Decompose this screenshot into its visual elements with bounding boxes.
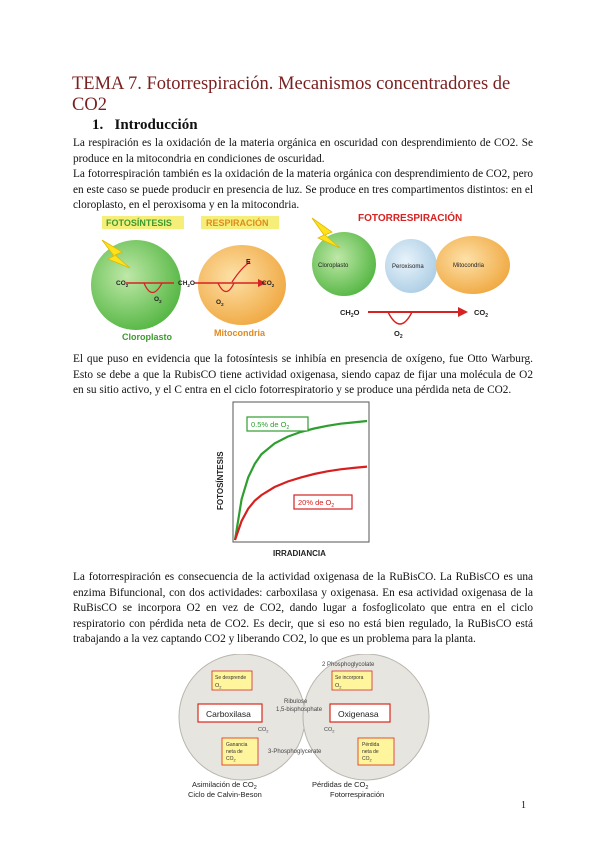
fig2-label-peroxisoma: Peroxisoma — [392, 264, 424, 270]
fig2-label-ch2o: $CH_2O$ — [340, 308, 360, 319]
paragraph-fotorrespiracion: La fotorrespiración también es la oxidación de la materia orgánica con desprendimiento de CO2, pero en este caso se puede producir en presencia de luz. Se produce en tres compartimentos distintos: en el cloroplasto, en el peroxisoma y en la mitocondria. — [73, 168, 533, 212]
figure-photorespiration — [310, 208, 520, 343]
rubisco-paragraph: La fotorrespiración es consecuencia de la actividad oxigenasa de la RuBisCO. La RuBisCO es una enzima Bifuncional, con dos actividades: carboxilasa y oxigenasa. En esa actividad oxigenasa de la RuBisCO se incorpora O2 en vez de CO2, dando lugar a fosfoglicolato que entra en el ciclo respiratorio con pérdida neta de CO2. Es decir, que si eso no está bien regulado, la RuBisCO está trabajando a la vez captando CO2 y liberando CO2, lo que es un problema para la planta. — [73, 571, 533, 646]
fig2-label-cloroplasto: Cloroplasto — [318, 263, 349, 269]
section-title: Introducción — [114, 117, 198, 133]
axis-label-y: FOTOSÍNTESIS — [216, 451, 225, 510]
page-title: TEMA 7. Fotorrespiración. Mecanismos concentradores de CO2 — [72, 74, 511, 115]
enzyme-oxigenasa: Oxigenasa — [338, 709, 379, 719]
chloroplast-circle — [91, 240, 181, 330]
label-ch2o: $CH_2O$ — [178, 280, 195, 288]
fig2-title: FOTORRESPIRACIÓN — [358, 213, 463, 224]
note-se-desprende-1: Se desprende — [215, 675, 247, 681]
note-se-incorpora-1: Se incorpora — [335, 675, 364, 681]
label-co2-right: $CO_2$ — [262, 280, 275, 288]
fig2-label-co2: $CO_2$ — [474, 308, 489, 319]
legend-label-low-o2: 0.5% de $O_2$ — [251, 420, 290, 431]
tag-fotosintesis: FOTOSÍNTESIS — [106, 218, 172, 228]
series-line-low-o2 — [235, 421, 367, 540]
warburg-paragraph: El que puso en evidencia que la fotosíntesis se inhibía en presencia de oxígeno, fue Otto Warburg. Esto se debe a que la RubisCO tiene actividad oxigenasa, siendo capaz de fijar una molécula de O2 en su sitio activo, y el C entra en el ciclo fotorrespiratorio y se produce una pérdida neta de CO2. — [73, 353, 533, 397]
label-bisphosphate: 1,5-bisphosphate — [276, 707, 323, 713]
fig2-arrowhead-icon — [458, 307, 468, 317]
note-se-desprende-2: $O_2$ — [215, 683, 222, 690]
enzyme-carboxilasa: Carboxilasa — [206, 709, 251, 719]
caption-fotorrespiracion: Fotorrespiración — [330, 790, 385, 799]
box-perdida-1: Pérdida — [362, 742, 380, 748]
label-o2-left: $O_2$ — [154, 296, 162, 304]
label-co2-left: $CO_2$ — [116, 280, 129, 288]
fig2-label-mitocondria: Mitocondria — [453, 263, 485, 269]
note-se-incorpora-2: $O_2$ — [335, 683, 342, 690]
caption-perdidas: Pérdidas de $CO_2$ — [312, 780, 369, 791]
box-ganancia-3: $CO_2$ — [226, 756, 236, 763]
caption-cloroplasto: Cloroplasto — [122, 332, 173, 342]
box-ganancia-2: neta de — [226, 749, 243, 755]
tag-respiracion: RESPIRACIÓN — [206, 218, 269, 228]
box-perdida-3: $CO_2$ — [362, 756, 372, 763]
caption-calvin: Ciclo de Calvin-Beson — [188, 790, 262, 799]
section-heading — [92, 117, 198, 134]
section-number: 1. — [92, 117, 104, 133]
page-number: 1 — [521, 800, 526, 811]
chart-fotosintesis-irradiancia — [205, 398, 375, 560]
axis-label-x: IRRADIANCIA — [273, 549, 326, 558]
paragraph-respiracion: La respiración es la oxidación de la materia orgánica en oscuridad con desprendimiento de CO2. Se produce en la mitocondria en condiciones de oscuridad. — [73, 137, 533, 165]
figure-rubisco-cycles — [172, 654, 440, 802]
label-o2-right: $O_2$ — [216, 299, 224, 307]
fig2-label-o2: $O_2$ — [394, 329, 403, 340]
figure-photosynthesis-respiration — [82, 212, 297, 342]
intro-paragraphs — [73, 136, 533, 214]
caption-asimilacion: Asimilación de $CO_2$ — [192, 780, 257, 791]
caption-mitocondria: Mitocondria — [214, 328, 265, 338]
label-co2-a: $CO_2$ — [258, 727, 269, 734]
label-ribulose: Ribulose — [284, 699, 308, 705]
fig2-o2-curve — [388, 312, 412, 324]
label-phosphoglycerate: 3-Phosphoglycerate — [268, 749, 322, 755]
box-ganancia-1: Ganancia — [226, 742, 248, 748]
legend-label-high-o2: 20% de $O_2$ — [298, 498, 335, 509]
box-perdida-2: neta de — [362, 749, 379, 755]
label-phosphoglycolate: 2 Phosphoglycolate — [322, 662, 375, 668]
label-energy: E — [246, 259, 251, 266]
label-co2-b: $CO_2$ — [324, 727, 335, 734]
